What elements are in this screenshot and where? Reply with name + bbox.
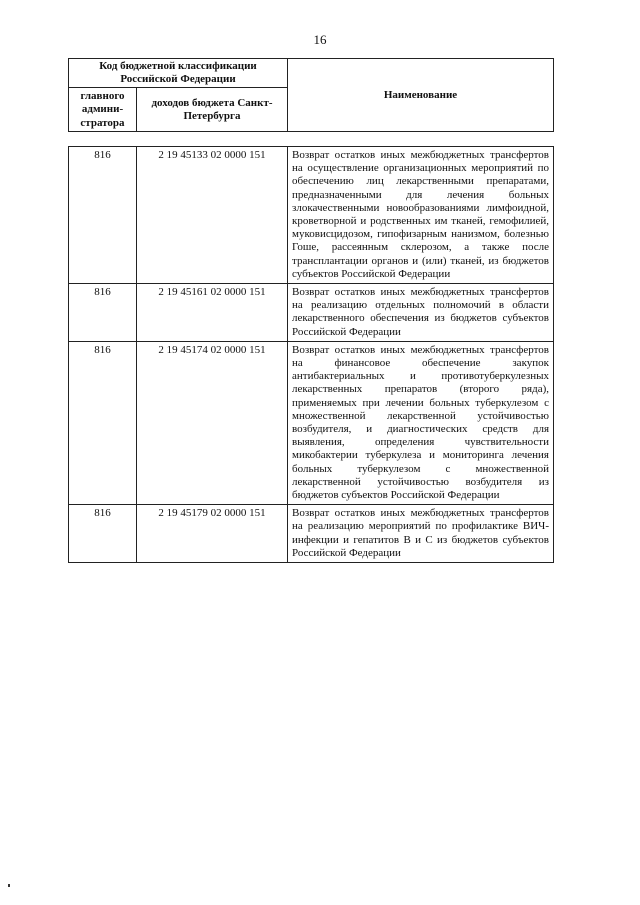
page-number: 16 [313, 32, 327, 47]
classification-table-header [68, 58, 554, 132]
name-cell: Возврат остатков иных межбюджетных трансфертов на финансовое обеспечение закупок антибактериальных и противотуберкулезных лекарственных препаратов (второго ряда), применяемых при лечении больных туберкулезом с множественной лекарственной устойчивостью возбудителя, и диагностических средств для выявления, определения чувствительности микобактерии туберкулеза и мониторинга лечения больных туберкулезом с множественной лекарственной устойчивостью возбудителя из бюджетов субъектов Российской Федерации [288, 341, 554, 504]
header-group-title: Код бюджетной классификации Российской Федерации [69, 59, 288, 88]
admin-code-cell: 816 [69, 147, 137, 284]
classification-table-body [68, 146, 554, 563]
scan-speck [8, 884, 10, 887]
table-row [69, 284, 554, 342]
name-cell: Возврат остатков иных межбюджетных трансфертов на реализацию мероприятий по профилактике ВИЧ-инфекции и гепатитов В и С из бюджетов субъектов Российской Федерации [288, 505, 554, 563]
header-code-column: доходов бюджета Санкт-Петербурга [137, 88, 288, 132]
budget-code-cell: 2 19 45133 02 0000 151 [137, 147, 288, 284]
name-cell: Возврат остатков иных межбюджетных трансфертов на осуществление организационных мероприятий по обеспечению лиц лекарственными препаратами, предназначенными для лечения больных злокачественными новообразованиями лимфоидной, кроветворной и родственных им тканей, гемофилией, муковисцидозом, гипофизарным нанизмом, болезнью Гоше, рассеянным склерозом, а также после трансплантации органов и (или) тканей, из бюджетов субъектов Российской Федерации [288, 147, 554, 284]
budget-code-cell: 2 19 45161 02 0000 151 [137, 284, 288, 342]
admin-code-cell: 816 [69, 284, 137, 342]
table-row [69, 147, 554, 284]
header-name-column: Наименование [288, 59, 554, 132]
name-cell: Возврат остатков иных межбюджетных трансфертов на реализацию отдельных полномочий в области лекарственного обеспечения из бюджетов субъектов Российской Федерации [288, 284, 554, 342]
budget-code-cell: 2 19 45174 02 0000 151 [137, 341, 288, 504]
budget-code-cell: 2 19 45179 02 0000 151 [137, 505, 288, 563]
table-row [69, 341, 554, 504]
table-row [69, 505, 554, 563]
admin-code-cell: 816 [69, 341, 137, 504]
admin-code-cell: 816 [69, 505, 137, 563]
header-admin-column: главного админи-стратора [69, 88, 137, 132]
